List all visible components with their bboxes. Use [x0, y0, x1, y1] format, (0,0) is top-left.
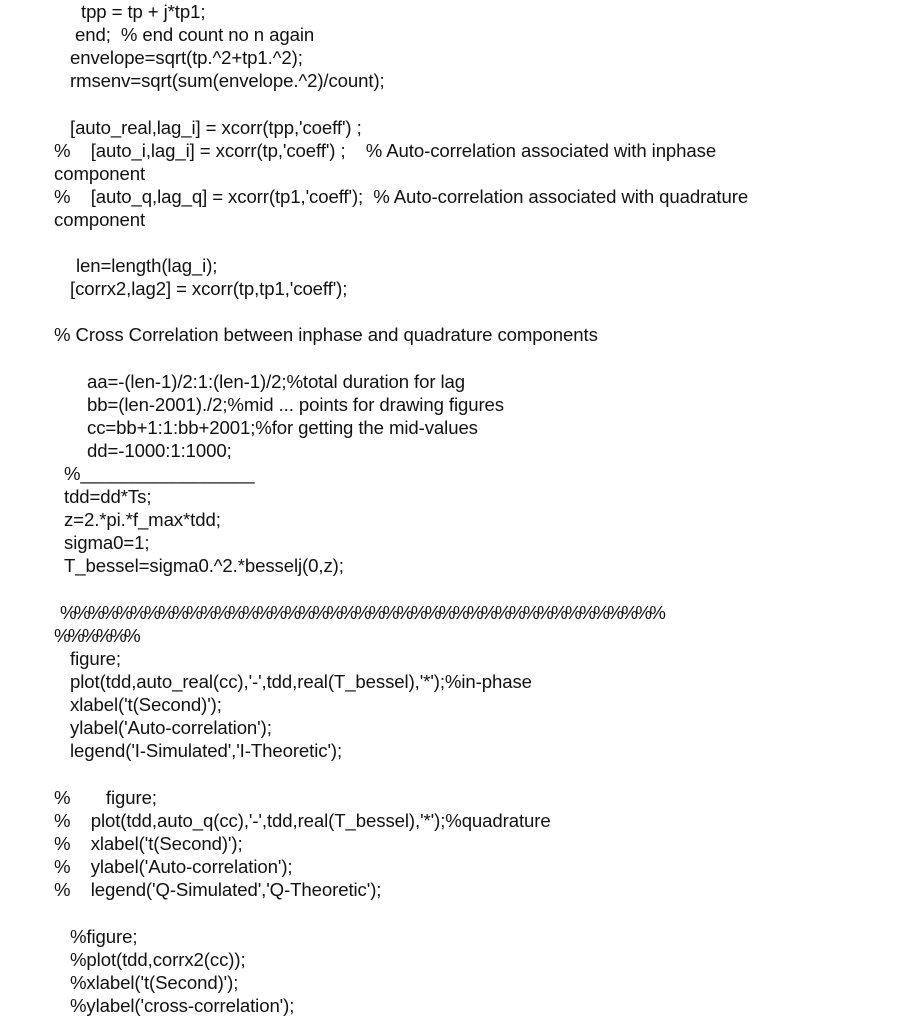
code-line: % figure;	[54, 787, 157, 808]
code-line: % ylabel('Auto-correlation');	[54, 856, 293, 877]
code-line: sigma0=1;	[64, 532, 150, 553]
code-line: % [auto_i,lag_i] = xcorr(tp,'coeff') ; % Auto-correlation associated with inphase	[54, 140, 717, 161]
code-line: [corrx2,lag2] = xcorr(tp,tp1,'coeff');	[70, 278, 348, 299]
code-line: % xlabel('t(Second)');	[54, 833, 243, 854]
code-line: cc=bb+1:1:bb+2001;%for getting the mid-values	[87, 417, 478, 438]
code-line: %xlabel('t(Second)');	[70, 972, 239, 993]
code-line: aa=-(len-1)/2:1:(len-1)/2;%total duration for lag	[87, 371, 466, 392]
code-line: figure;	[70, 648, 121, 669]
code-line: %ylabel('cross-correlation');	[70, 995, 295, 1016]
code-line: %%%%%%	[54, 625, 139, 646]
code-line: plot(tdd,auto_real(cc),'-',tdd,real(T_bessel),'*');%in-phase	[70, 671, 532, 692]
code-line: bb=(len-2001)./2;%mid ... points for drawing figures	[87, 394, 504, 415]
code-line: legend('I-Simulated','I-Theoretic');	[70, 740, 343, 761]
code-line: dd=-1000:1:1000;	[87, 440, 232, 461]
code-line: component	[54, 163, 146, 184]
code-line: %_________________	[64, 463, 255, 484]
code-line: tdd=dd*Ts;	[64, 486, 152, 507]
code-line: component	[54, 209, 146, 230]
code-line: end; % end count no n again	[75, 24, 315, 45]
code-line: ylabel('Auto-correlation');	[70, 717, 272, 738]
code-line: %figure;	[70, 926, 138, 947]
code-line: %%%%%%%%%%%%%%%%%%%%%%%%%%%%%%%%%%%%%%%%%%%	[60, 602, 664, 623]
code-line: T_bessel=sigma0.^2.*besselj(0,z);	[64, 555, 344, 576]
code-line: z=2.*pi.*f_max*tdd;	[64, 509, 221, 530]
code-line: rmsenv=sqrt(sum(envelope.^2)/count);	[70, 70, 385, 91]
code-line: % [auto_q,lag_q] = xcorr(tp1,'coeff'); % Auto-correlation associated with quadrature	[54, 186, 749, 207]
code-line: len=length(lag_i);	[76, 255, 218, 276]
code-line: % Cross Correlation between inphase and quadrature components	[54, 324, 598, 345]
code-line: %plot(tdd,corrx2(cc));	[70, 949, 246, 970]
code-line: [auto_real,lag_i] = xcorr(tpp,'coeff') ;	[70, 117, 362, 138]
code-line: xlabel('t(Second)');	[70, 694, 222, 715]
code-line: % plot(tdd,auto_q(cc),'-',tdd,real(T_bessel),'*');%quadrature	[54, 810, 551, 831]
code-line: tpp = tp + j*tp1;	[81, 1, 206, 22]
code-line: envelope=sqrt(tp.^2+tp1.^2);	[70, 47, 303, 68]
code-line: % legend('Q-Simulated','Q-Theoretic');	[54, 879, 382, 900]
